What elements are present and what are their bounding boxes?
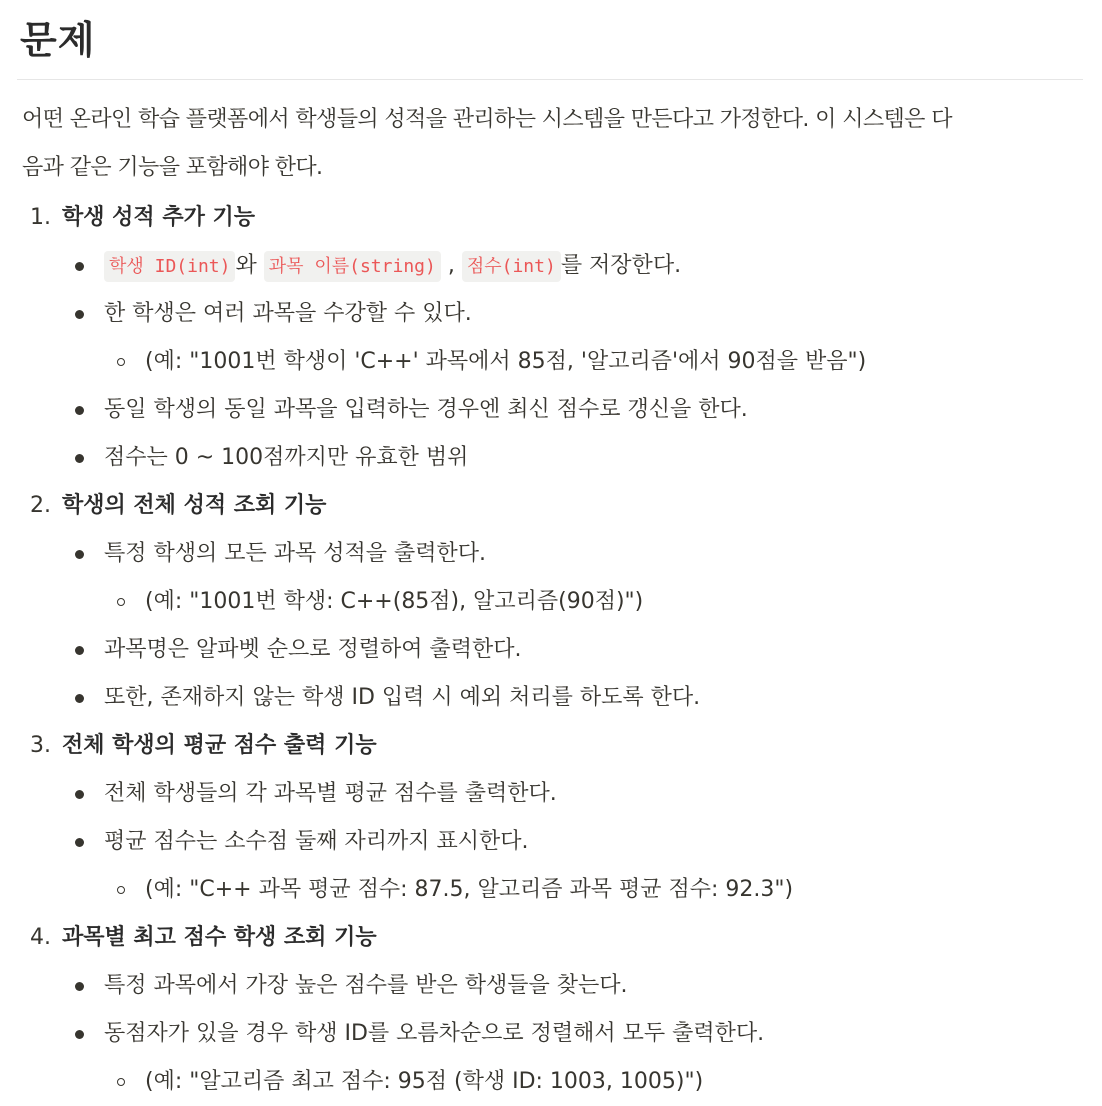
section-heading [20, 482, 1082, 530]
requirements-list [20, 194, 1082, 1106]
sub-list-item [20, 338, 1082, 386]
section-bullets [20, 242, 1082, 482]
sub-list-item [20, 866, 1082, 914]
list-item-text: 동점자가 있을 경우 학생 ID를 오름차순으로 정렬해서 모두 출력한다. [104, 1021, 765, 1046]
example-text: (예: "1001번 학생이 'C++' 과목에서 85점, '알고리즘'에서 90점을 받음") [145, 349, 867, 374]
sub-bullet-icon [117, 358, 125, 366]
example-text: (예: "알고리즘 최고 점수: 95점 (학생 ID: 1003, 1005)") [145, 1069, 704, 1094]
list-item [20, 626, 1082, 674]
section-bullets [20, 530, 1082, 722]
example-text: (예: "C++ 과목 평균 점수: 87.5, 알고리즘 과목 평균 점수: 92.3") [145, 877, 794, 902]
example-text: (예: "1001번 학생: C++(85점), 알고리즘(90점)") [145, 589, 644, 614]
intro-paragraph [22, 96, 1084, 192]
inline-code-subject-name: 과목 이름(string) [264, 251, 441, 282]
list-item [20, 674, 1082, 722]
section-bullets [20, 962, 1082, 1106]
list-item-text: 특정 학생의 모든 과목 성적을 출력한다. [104, 541, 486, 566]
bullet-icon [75, 838, 84, 847]
sub-bullet-icon [117, 598, 125, 606]
page-title: 문제 [20, 18, 96, 62]
bullet-icon [75, 694, 84, 703]
list-item-text: 또한, 존재하지 않는 학생 ID 입력 시 예외 처리를 하도록 한다. [104, 685, 701, 710]
section-3 [20, 722, 1082, 914]
list-item [20, 962, 1082, 1010]
section-title: 학생 성적 추가 기능 [62, 205, 255, 230]
sub-bullet-icon [117, 1078, 125, 1086]
section-title: 학생의 전체 성적 조회 기능 [62, 493, 327, 518]
section-1 [20, 194, 1082, 482]
section-2 [20, 482, 1082, 722]
section-4 [20, 914, 1082, 1106]
bullet-icon [75, 790, 84, 799]
text-fragment: 와 [235, 253, 257, 278]
list-item-text: 특정 과목에서 가장 높은 점수를 받은 학생들을 찾는다. [104, 973, 628, 998]
section-title: 전체 학생의 평균 점수 출력 기능 [62, 733, 377, 758]
inline-code-student-id: 학생 ID(int) [104, 251, 235, 282]
list-item [20, 530, 1082, 578]
bullet-icon [75, 454, 84, 463]
bullet-icon [75, 262, 84, 271]
list-item [20, 770, 1082, 818]
section-bullets [20, 770, 1082, 914]
intro-line-2: 음과 같은 기능을 포함해야 한다. [22, 155, 323, 180]
list-item-text: 점수는 0 ~ 100점까지만 유효한 범위 [104, 445, 469, 470]
bullet-icon [75, 982, 84, 991]
list-item-text: 평균 점수는 소수점 둘째 자리까지 표시한다. [104, 829, 529, 854]
text-fragment: 를 저장한다. [560, 253, 682, 278]
bullet-icon [75, 310, 84, 319]
section-number: 4. [30, 925, 51, 950]
section-number: 1. [30, 205, 51, 230]
section-number: 3. [30, 733, 51, 758]
bullet-icon [75, 550, 84, 559]
list-item [20, 386, 1082, 434]
list-item [20, 1010, 1082, 1058]
intro-line-1: 어떤 온라인 학습 플랫폼에서 학생들의 성적을 관리하는 시스템을 만든다고 가정한다. 이 시스템은 다 [22, 107, 952, 132]
section-heading [20, 914, 1082, 962]
text-fragment: , [447, 253, 455, 278]
list-item [20, 434, 1082, 482]
heading-divider [17, 79, 1083, 80]
section-heading [20, 722, 1082, 770]
list-item [20, 818, 1082, 866]
list-item-text: 과목명은 알파벳 순으로 정렬하여 출력한다. [104, 637, 522, 662]
list-item [20, 242, 1082, 290]
bullet-icon [75, 406, 84, 415]
list-item-text: 동일 학생의 동일 과목을 입력하는 경우엔 최신 점수로 갱신을 한다. [104, 397, 748, 422]
list-item-text: 한 학생은 여러 과목을 수강할 수 있다. [104, 301, 472, 326]
sub-list-item [20, 1058, 1082, 1106]
sub-bullet-icon [117, 886, 125, 894]
inline-code-score: 점수(int) [462, 251, 561, 282]
list-item-text: 전체 학생들의 각 과목별 평균 점수를 출력한다. [104, 781, 557, 806]
bullet-icon [75, 1030, 84, 1039]
section-title: 과목별 최고 점수 학생 조회 기능 [62, 925, 377, 950]
list-item [20, 290, 1082, 338]
sub-list-item [20, 578, 1082, 626]
bullet-icon [75, 646, 84, 655]
section-heading [20, 194, 1082, 242]
section-number: 2. [30, 493, 51, 518]
